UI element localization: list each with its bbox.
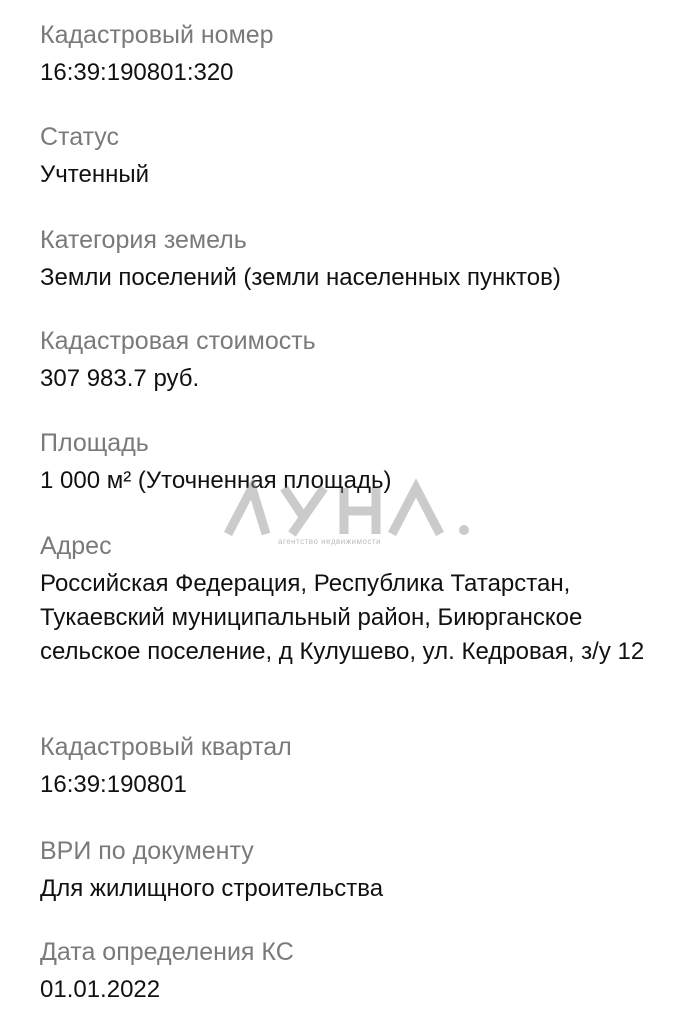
field-cadastral-number — [40, 18, 650, 90]
field-label: Кадастровый квартал — [40, 733, 292, 761]
field-value: Для жилищного строительства — [40, 875, 384, 902]
field-value: 01.01.2022 — [40, 976, 161, 1003]
field-label: Кадастровый номер — [40, 21, 274, 49]
field-label: ВРИ по документу — [40, 837, 254, 865]
field-cost-date — [40, 935, 650, 1007]
field-label: Площадь — [40, 429, 149, 457]
field-label: Категория земель — [40, 226, 247, 254]
field-label: Адрес — [40, 532, 112, 560]
field-status — [40, 120, 650, 192]
field-cadastral-cost — [40, 324, 650, 396]
field-value: Учтенный — [40, 161, 149, 188]
field-value[interactable]: 16:39:190801 — [40, 771, 187, 798]
field-label: Статус — [40, 123, 120, 151]
field-value: 1 000 м² (Уточненная площадь) — [40, 467, 392, 494]
field-value: 307 983.7 руб. — [40, 365, 200, 392]
field-value: Российская Федерация, Республика Татарстан, Тукаевский муниципальный район, Биюрганское сельское поселение, д Кулушево, ул. Кедровая, з/у 12 — [40, 570, 645, 665]
field-land-category — [40, 223, 650, 295]
watermark-caption: агентство недвижимости — [278, 537, 382, 546]
field-cadastral-quarter — [40, 730, 650, 802]
field-area — [40, 426, 650, 498]
field-vri — [40, 834, 650, 906]
field-label: Дата определения КС — [40, 938, 294, 966]
field-value: Земли поселений (земли населенных пунктов) — [40, 264, 561, 291]
field-address — [40, 529, 650, 669]
field-value[interactable]: 16:39:190801:320 — [40, 59, 234, 86]
field-label: Кадастровая стоимость — [40, 327, 316, 355]
